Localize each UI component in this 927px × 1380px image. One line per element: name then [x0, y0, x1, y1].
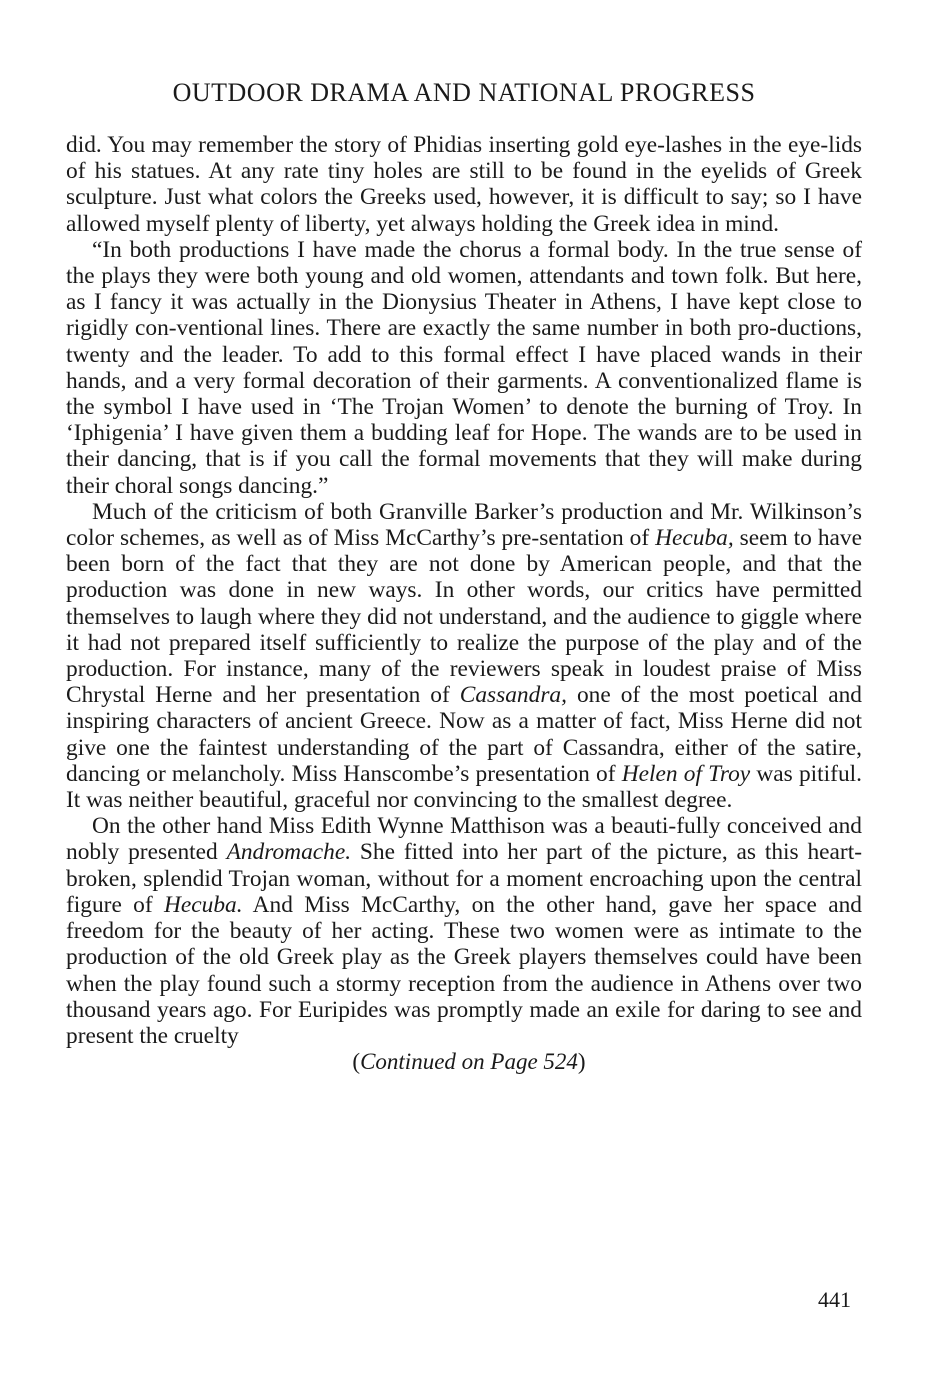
paragraph-text: was pitiful. It was neither beautiful, graceful nor convincing to the smallest degree.: [66, 760, 862, 814]
italic-title-text: Hecuba.: [164, 891, 243, 918]
continued-open-paren: (: [352, 1049, 361, 1075]
italic-title-text: Hecuba,: [655, 525, 734, 552]
paragraph-text: On the other hand Miss Edith Wynne Matthison was a beauti-fully conceived and nobly presented: [66, 813, 862, 866]
article-body: [66, 132, 862, 1075]
paragraph-3: [66, 499, 862, 813]
paragraph-text: She fitted into her part of the picture, as this heart-broken, splendid Trojan woman, without for a moment encroaching upon the central figure of: [66, 839, 862, 918]
paragraph-text: did. You may remember the story of Phidias inserting gold eye-lashes in the eye-lids of his statues. At any rate tiny holes are still to be found in the eyelids of Greek sculpture. Just what colors the Greeks used, however, it is difficult to say; so I have allowed myself plenty of liberty, yet always holding the Greek idea in mind.: [66, 132, 862, 237]
continued-text: Continued on Page 524: [360, 1049, 578, 1075]
paragraph-1: [66, 132, 862, 237]
italic-title-text: Helen of Troy: [621, 760, 751, 787]
page-number: 441: [818, 1287, 851, 1312]
continued-note: [66, 1049, 862, 1075]
paragraph-text: one of the most poetical and inspiring characters of ancient Greece. Now as a matter of fact, Miss Herne did not give one the faintest understanding of the part of Cassandra, either of the satire, dancing or melancholy. Miss Hanscombe’s presentation of: [66, 682, 862, 787]
italic-title-text: Cassandra,: [459, 682, 567, 709]
italic-title-text: Andromache.: [226, 839, 352, 866]
continued-close-paren: ): [577, 1049, 586, 1075]
paragraph-text: seem to have been born of the fact that they are not done by American people, and that the production was done in new ways. In other words, our critics have permitted themselves to laugh where they did not understand, and the audience to giggle where it had not prepared itself sufficiently to realize the purpose of the play and of the production. For instance, many of the reviewers speak in loudest praise of Miss Chrystal Herne and her presentation of: [66, 525, 863, 709]
paragraph-text: “In both productions I have made the chorus a formal body. In the true sense of the plays they were both young and old women, attendants and town folk. But here, as I fancy it was actually in the Dionysius Theater in Athens, I have kept close to rigidly con-ventional lines. There are exactly the same number in both pro-ductions, twenty and the leader. To add to this formal effect I have placed wands in their hands, and a very formal decoration of their garments. A conventionalized flame is the symbol I have used in ‘The Trojan Women’ to denote the burning of Troy. In ‘Iphigenia’ I have given them a budding leaf for Hope. The wands are to be used in their dancing, that is if you call the formal movements that they will make during their choral songs dancing.”: [66, 236, 862, 499]
running-head: OUTDOOR DRAMA AND NATIONAL PROGRESS: [172, 78, 756, 107]
paragraph-4: [66, 813, 862, 1049]
paragraph-text: Much of the criticism of both Granville Barker’s production and Mr. Wilkinson’s color schemes, as well as of Miss McCarthy’s pre-sentation of: [66, 498, 862, 552]
paragraph-text: And Miss McCarthy, on the other hand, gave her space and freedom for the beauty of her acting. These two women were as intimate to the production of the old Greek play as the Greek players themselves could have been when the play found such a stormy reception from the audience in Athens over two thousand years ago. For Euripides was promptly made an exile for daring to see and present the cruelty: [66, 891, 862, 1049]
paragraph-2: [66, 237, 862, 499]
